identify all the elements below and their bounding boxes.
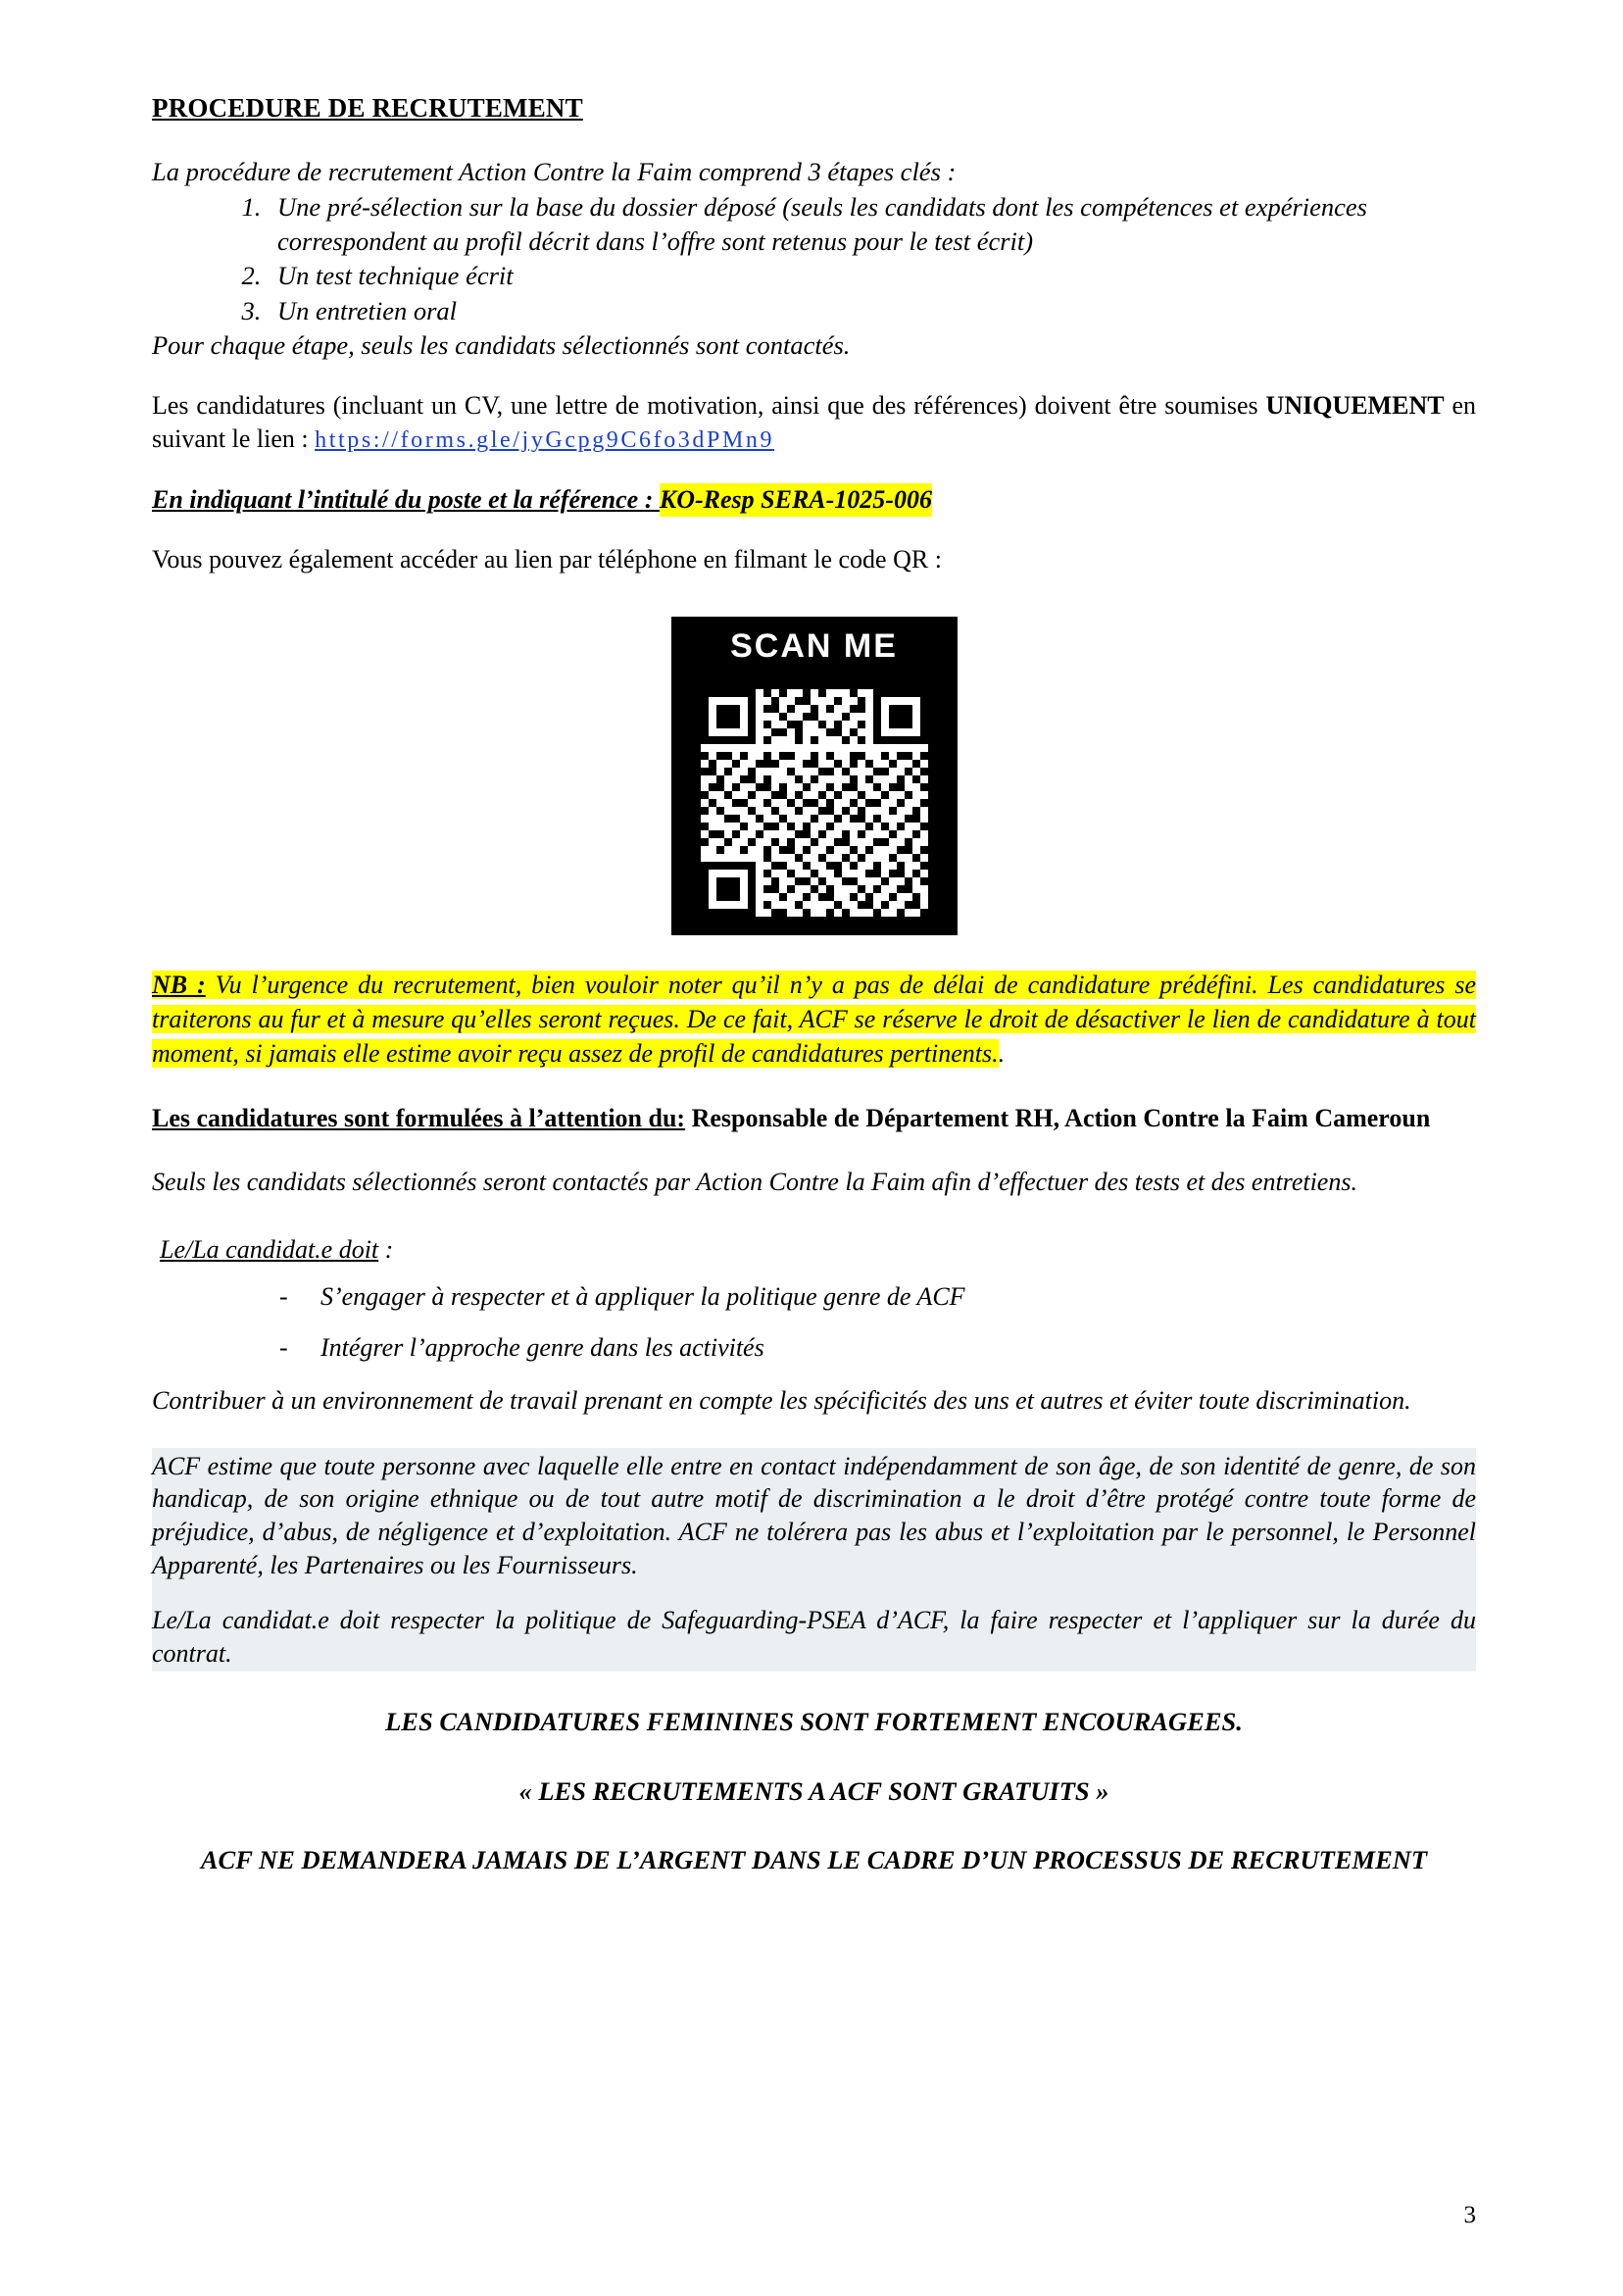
scan-me-banner: SCAN ME (672, 618, 957, 677)
applications-paragraph (152, 389, 1476, 458)
closing-line-2: « LES RECRUTEMENTS A ACF SONT GRATUITS » (518, 1775, 1109, 1806)
candidate-must-colon: : (378, 1235, 394, 1265)
reference-label: En indiquant l’intitulé du poste et la référence : (152, 485, 660, 515)
application-form-link[interactable]: https://forms.gle/jyGcpg9C6fo3dPMn9 (315, 427, 775, 454)
list-item: - S’engager à respecter et à appliquer la politique genre de ACF (279, 1282, 1476, 1312)
attention-underlined: Les candidatures sont formulées à l’attention du: (152, 1104, 686, 1133)
safeguarding-paragraph-2: Le/La candidat.e doit respecter la politique de Safeguarding-PSEA d’ACF, la faire respecter et l’appliquer sur la durée du contrat. (152, 1605, 1476, 1668)
list-item: 1. Une pré-sélection sur la base du dossier déposé (seuls les candidats dont les compétences et expériences correspondent au profil décrit dans l’offre sont retenus pour le test écrit) (268, 190, 1476, 258)
attention-rest: Responsable de Département RH, Action Contre la Faim Cameroun (685, 1104, 1431, 1133)
reference-line (152, 483, 1476, 517)
only-selected-paragraph: Seuls les candidats sélectionnés seront contactés par Action Contre la Faim afin d’effectuer des tests et des entretiens. (152, 1168, 1357, 1197)
contribute-paragraph: Contribuer à un environnement de travail prenant en compte les spécificités des uns et autres et éviter toute discrimination. (152, 1385, 1411, 1415)
qr-code-container (152, 617, 1476, 935)
attention-line (152, 1102, 1476, 1136)
page-number: 3 (1463, 2202, 1476, 2228)
candidate-must-label: Le/La candidat.e doit (160, 1235, 379, 1265)
after-list-note: Pour chaque étape, seuls les candidats sélectionnés sont contactés. (152, 330, 851, 361)
nb-text: Vu l’urgence du recrutement, bien vouloir noter qu’il n’y a pas de délai de candidature prédéfini. Les candidatures se traiterons au fur et à mesure qu’elles seront reçues. De ce fait, ACF se réserve le droit de désactiver le lien de candidature à tout moment, si jamais elle estime avoir reçu assez de profil de candidatures pertinents. (152, 970, 1476, 1068)
intro-paragraph: La procédure de recrutement Action Contre la Faim comprend 3 étapes clés : (152, 157, 957, 186)
closing-line-1: LES CANDIDATURES FEMININES SONT FORTEMENT ENCOURAGEES. (385, 1707, 1243, 1737)
closing-line-3: ACF NE DEMANDERA JAMAIS DE L’ARGENT DANS LE CADRE D’UN PROCESSUS DE RECRUTEMENT (200, 1845, 1428, 1875)
page-title: PROCEDURE DE RECRUTEMENT (152, 93, 583, 123)
nb-tail: . (998, 1038, 1006, 1068)
list-item: - Intégrer l’approche genre dans les activités (279, 1333, 1476, 1363)
list-item: 3. Un entretien oral (268, 294, 1476, 327)
steps-list (152, 190, 1476, 327)
applications-text-part2: en suivant le lien : (152, 390, 1476, 454)
safeguarding-block (152, 1448, 1476, 1672)
uniquement-emphasis: UNIQUEMENT (1265, 390, 1445, 420)
nb-label: NB : (152, 970, 206, 999)
qr-card (671, 617, 958, 935)
nb-note (152, 969, 1476, 1071)
qr-code-image (672, 677, 957, 934)
candidate-must-line (152, 1233, 1476, 1267)
candidate-requirements-list (152, 1282, 1476, 1363)
reference-value: KO-Resp SERA-1025-006 (660, 483, 932, 517)
qr-code-icon (701, 689, 928, 917)
list-item: 2. Un test technique écrit (268, 259, 1476, 292)
safeguarding-paragraph-1: ACF estime que toute personne avec laquelle elle entre en contact indépendamment de son âge, de son identité de genre, de son handicap, de son origine ethnique ou de tout autre motif de discrimination a le droit d’être protégé contre toute forme de préjudice, d’abus, de négligence et d’exploitation. ACF ne tolérera pas les abus et l’exploitation par le personnel, le Personnel Apparenté, les Partenaires ou les Fournisseurs. (152, 1451, 1476, 1580)
applications-text-part1: Les candidatures (incluant un CV, une lettre de motivation, ainsi que des références) doivent être soumises (152, 390, 1266, 420)
qr-intro-paragraph: Vous pouvez également accéder au lien par téléphone en filmant le code QR : (152, 545, 942, 574)
